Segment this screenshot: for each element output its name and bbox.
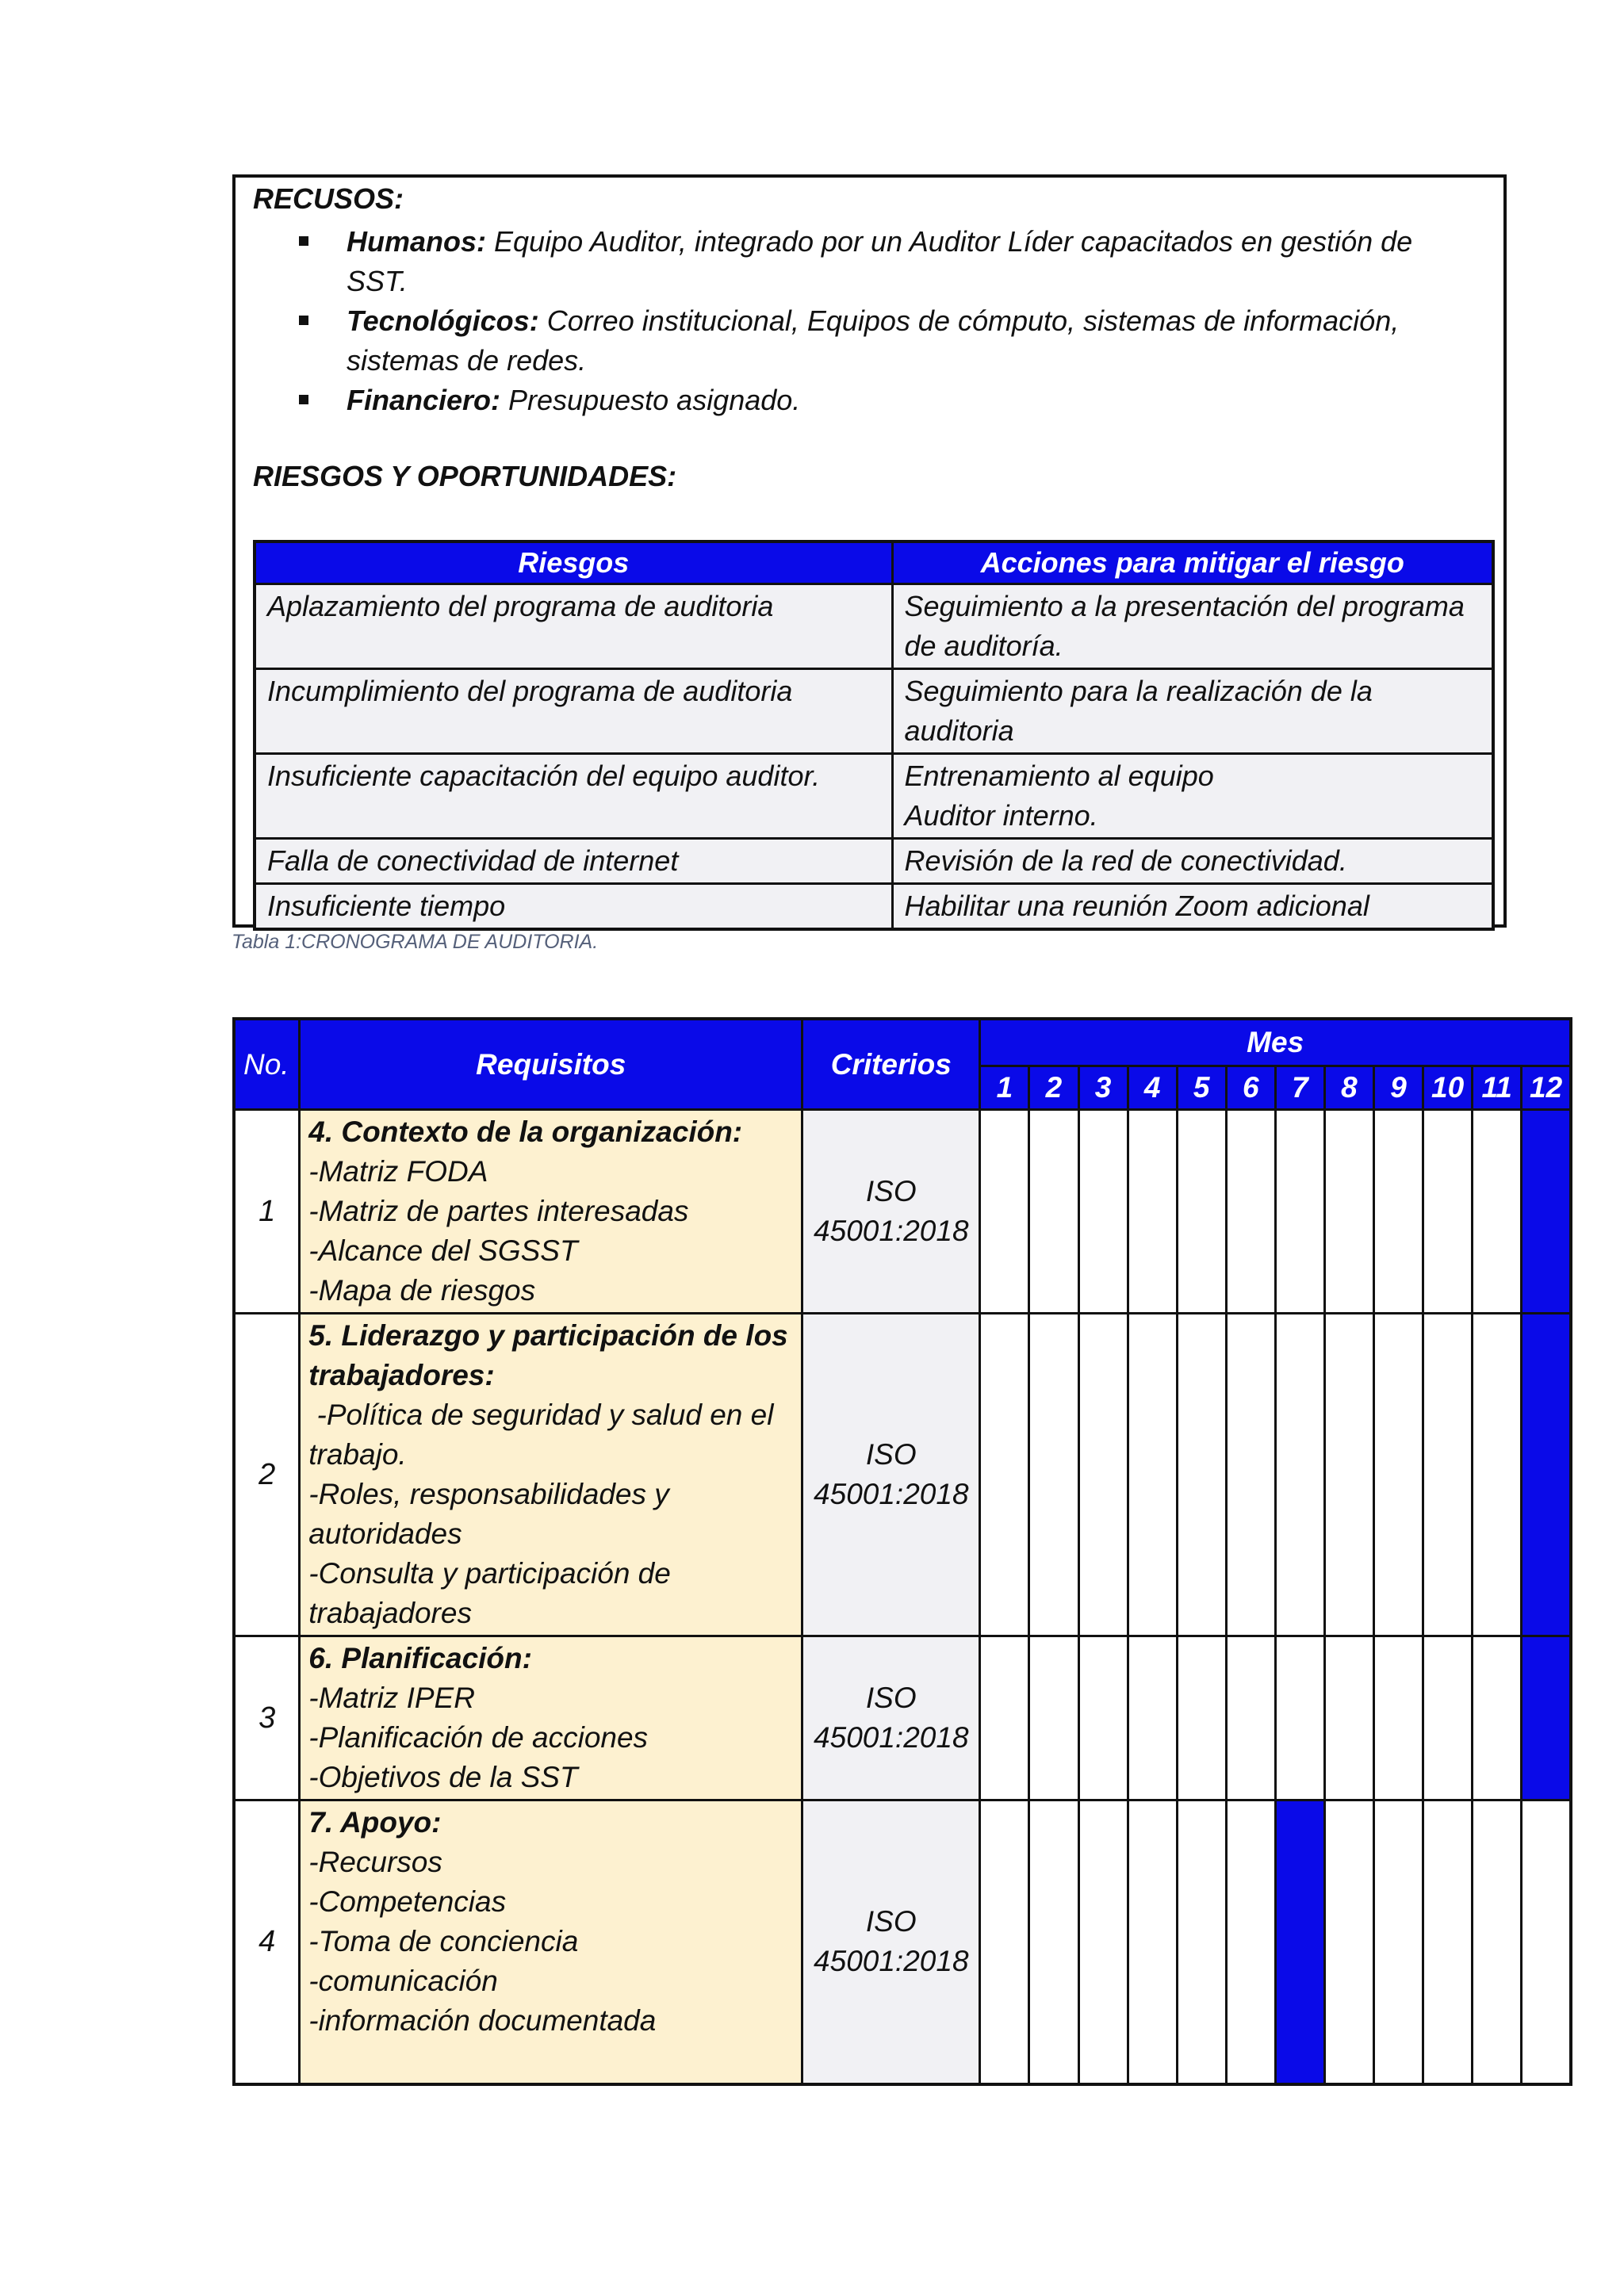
- month-cell: [1522, 1800, 1571, 2084]
- risk-cell: Incumplimiento del programa de auditoria: [255, 669, 892, 754]
- scheduled-month-cell: [1522, 1636, 1571, 1800]
- schedule-table: [232, 1017, 1572, 2086]
- recursos-item-text: Equipo Auditor, integrado por un Auditor Líder capacitados en gestión de SST.: [347, 225, 1413, 297]
- risk-cell: Insuficiente tiempo: [255, 884, 892, 930]
- month-cell: [1423, 1314, 1473, 1636]
- criterio-text: ISO: [865, 1682, 917, 1714]
- requisito-item: -Objetivos de la SST: [308, 1761, 578, 1793]
- criterio-text: 45001:2018: [814, 1721, 969, 1754]
- month-cell: [1373, 1110, 1423, 1314]
- table-row: [234, 1110, 1571, 1314]
- criterio-text: 45001:2018: [814, 1215, 969, 1247]
- month-cell: [1473, 1110, 1522, 1314]
- table-row: [255, 884, 1493, 930]
- month-cell: [1078, 1800, 1128, 2084]
- action-cell: Seguimiento a la presentación del programa de auditoría.: [892, 584, 1493, 669]
- table-row: [255, 584, 1493, 669]
- requisito-item: -Competencias: [308, 1885, 507, 1918]
- requisito-item: -Recursos: [308, 1846, 442, 1878]
- table-row: [234, 1800, 1571, 2084]
- requisito-cell: [300, 1110, 802, 1314]
- requisito-item: -Matriz de partes interesadas: [308, 1195, 689, 1227]
- requisito-title: 4. Contexto de la organización:: [308, 1115, 743, 1148]
- month-cell: [1473, 1314, 1522, 1636]
- recursos-item-label: Humanos:: [347, 225, 487, 258]
- row-number: 4: [234, 1800, 300, 2084]
- requisito-item: -información documentada: [308, 2004, 657, 2037]
- requisito-item: -Mapa de riesgos: [308, 1274, 536, 1307]
- month-cell: [1275, 1636, 1324, 1800]
- square-bullet-icon: [299, 316, 308, 325]
- requisito-item: -comunicación: [308, 1965, 498, 1997]
- recursos-list: [299, 222, 1441, 420]
- criterio-cell: [802, 1636, 980, 1800]
- header-requisitos: Requisitos: [300, 1019, 802, 1110]
- recursos-item-label: Tecnológicos:: [347, 304, 539, 337]
- header-no: No.: [234, 1019, 300, 1110]
- requisito-item: -Matriz IPER: [308, 1682, 475, 1714]
- month-cell: [980, 1314, 1029, 1636]
- requisito-item: -Planificación de acciones: [308, 1721, 649, 1754]
- month-header-12: 12: [1522, 1066, 1571, 1110]
- criterio-cell: [802, 1800, 980, 2084]
- month-cell: [1128, 1800, 1177, 2084]
- criterio-text: ISO: [865, 1905, 917, 1938]
- month-header-9: 9: [1373, 1066, 1423, 1110]
- month-cell: [980, 1636, 1029, 1800]
- month-cell: [1029, 1314, 1078, 1636]
- recursos-item-tecnologicos: [299, 301, 1441, 381]
- requisito-item: -Matriz FODA: [308, 1155, 488, 1188]
- month-cell: [980, 1800, 1029, 2084]
- recursos-item-text: Presupuesto asignado.: [500, 384, 801, 416]
- month-cell: [1473, 1800, 1522, 2084]
- month-cell: [1177, 1314, 1226, 1636]
- risk-header-riesgos: Riesgos: [255, 541, 892, 584]
- month-cell: [1423, 1636, 1473, 1800]
- risk-cell: Falla de conectividad de internet: [255, 839, 892, 884]
- month-header-2: 2: [1029, 1066, 1078, 1110]
- scheduled-month-cell: [1275, 1800, 1324, 2084]
- month-header-7: 7: [1275, 1066, 1324, 1110]
- month-header-10: 10: [1423, 1066, 1473, 1110]
- month-cell: [1373, 1636, 1423, 1800]
- month-cell: [1078, 1314, 1128, 1636]
- riesgos-title: RIESGOS Y OPORTUNIDADES:: [253, 460, 677, 492]
- month-header-6: 6: [1226, 1066, 1275, 1110]
- risk-header-acciones: Acciones para mitigar el riesgo: [892, 541, 1493, 584]
- month-cell: [1226, 1636, 1275, 1800]
- row-number: 1: [234, 1110, 300, 1314]
- month-header-1: 1: [980, 1066, 1029, 1110]
- scheduled-month-cell: [1522, 1314, 1571, 1636]
- month-cell: [1177, 1800, 1226, 2084]
- table-row: [234, 1314, 1571, 1636]
- month-cell: [1324, 1314, 1373, 1636]
- criterio-text: 45001:2018: [814, 1945, 969, 1978]
- criterio-text: ISO: [865, 1175, 917, 1207]
- month-header-3: 3: [1078, 1066, 1128, 1110]
- scheduled-month-cell: [1522, 1110, 1571, 1314]
- recursos-item-text: Correo institucional, Equipos de cómputo, sistemas de información, sistemas de redes.: [347, 304, 1400, 377]
- action-cell: Revisión de la red de conectividad.: [892, 839, 1493, 884]
- month-cell: [1324, 1636, 1373, 1800]
- risk-table: [253, 540, 1495, 931]
- month-cell: [1324, 1110, 1373, 1314]
- month-cell: [1324, 1800, 1373, 2084]
- risk-table-header: [255, 541, 1493, 584]
- requisito-item: -Toma de conciencia: [308, 1925, 579, 1957]
- table-caption: Tabla 1:CRONOGRAMA DE AUDITORIA.: [232, 931, 599, 953]
- month-cell: [1226, 1110, 1275, 1314]
- month-cell: [1078, 1636, 1128, 1800]
- row-number: 2: [234, 1314, 300, 1636]
- month-header-8: 8: [1324, 1066, 1373, 1110]
- requisito-cell: [300, 1636, 802, 1800]
- month-cell: [1373, 1314, 1423, 1636]
- criterio-cell: [802, 1314, 980, 1636]
- recursos-item-financiero: [299, 381, 1441, 420]
- action-text: Entrenamiento al equipo Auditor interno.: [904, 760, 1214, 832]
- month-header-11: 11: [1473, 1066, 1522, 1110]
- month-cell: [1177, 1110, 1226, 1314]
- requisito-cell: [300, 1314, 802, 1636]
- header-criterios: Criterios: [802, 1019, 980, 1110]
- requisito-item: -Política de seguridad y salud en el trabajo.: [308, 1399, 782, 1471]
- month-cell: [1275, 1110, 1324, 1314]
- month-header-5: 5: [1177, 1066, 1226, 1110]
- recursos-title: RECUSOS:: [253, 182, 404, 215]
- action-cell: Seguimiento para la realización de la auditoria: [892, 669, 1493, 754]
- criterio-text: ISO: [865, 1438, 917, 1471]
- table-row: [255, 669, 1493, 754]
- month-cell: [1029, 1636, 1078, 1800]
- table-row: [255, 754, 1493, 839]
- criterio-text: 45001:2018: [814, 1478, 969, 1510]
- table-row: [255, 839, 1493, 884]
- month-header-4: 4: [1128, 1066, 1177, 1110]
- action-cell: Habilitar una reunión Zoom adicional: [892, 884, 1493, 930]
- month-cell: [1473, 1636, 1522, 1800]
- requisito-title: 7. Apoyo:: [308, 1806, 442, 1839]
- header-mes: Mes: [980, 1019, 1571, 1066]
- action-cell: [892, 754, 1493, 839]
- square-bullet-icon: [299, 395, 308, 404]
- table-row: [234, 1636, 1571, 1800]
- month-cell: [1226, 1800, 1275, 2084]
- month-cell: [980, 1110, 1029, 1314]
- criterio-cell: [802, 1110, 980, 1314]
- requisito-item: -Consulta y participación de trabajadores: [308, 1557, 680, 1629]
- schedule-header-row: [234, 1019, 1571, 1066]
- risk-cell: Insuficiente capacitación del equipo auditor.: [255, 754, 892, 839]
- resources-risks-box: [232, 174, 1507, 928]
- month-cell: [1029, 1110, 1078, 1314]
- month-cell: [1275, 1314, 1324, 1636]
- month-cell: [1029, 1800, 1078, 2084]
- month-cell: [1423, 1800, 1473, 2084]
- requisito-item: -Roles, responsabilidades y autoridades: [308, 1478, 678, 1550]
- recursos-item-humanos: [299, 222, 1441, 301]
- requisito-cell: [300, 1800, 802, 2084]
- month-cell: [1423, 1110, 1473, 1314]
- requisito-item: -Alcance del SGSST: [308, 1234, 578, 1267]
- row-number: 3: [234, 1636, 300, 1800]
- month-cell: [1373, 1800, 1423, 2084]
- recursos-item-label: Financiero:: [347, 384, 501, 416]
- month-cell: [1128, 1636, 1177, 1800]
- month-cell: [1226, 1314, 1275, 1636]
- risk-cell: Aplazamiento del programa de auditoria: [255, 584, 892, 669]
- square-bullet-icon: [299, 236, 308, 246]
- month-cell: [1177, 1636, 1226, 1800]
- requisito-title: 5. Liderazgo y participación de los trabajadores:: [308, 1319, 788, 1391]
- month-cell: [1128, 1110, 1177, 1314]
- month-cell: [1078, 1110, 1128, 1314]
- requisito-title: 6. Planificación:: [308, 1642, 532, 1674]
- month-cell: [1128, 1314, 1177, 1636]
